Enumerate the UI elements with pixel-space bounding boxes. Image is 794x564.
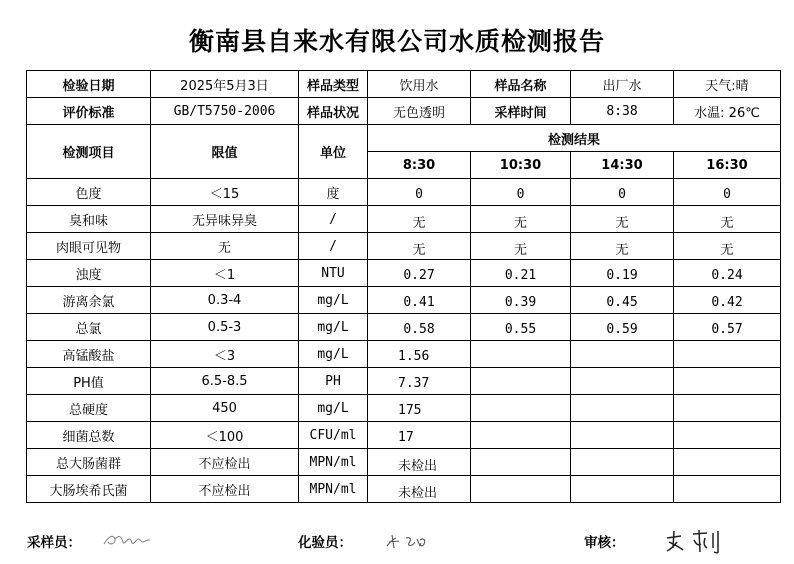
row-limit: 不应检出 (151, 476, 299, 503)
sample-status-value: 无色透明 (368, 98, 471, 125)
row-value-2: 无 (571, 233, 674, 260)
sample-name-label: 样品名称 (471, 71, 571, 98)
sample-name-value: 出厂水 (571, 71, 674, 98)
header-row-1 (27, 125, 781, 152)
row-value-1: 无 (471, 206, 571, 233)
row-unit: MPN/ml (299, 476, 368, 503)
date-value: 2025年5月3日 (151, 71, 299, 98)
reviewer-label: 审核： (584, 535, 625, 551)
row-value-1 (471, 449, 571, 476)
row-item: 色度 (27, 179, 151, 206)
row-value-0: 175 (368, 395, 471, 422)
table-row (27, 395, 781, 422)
info-row-2 (27, 98, 781, 125)
row-value-2 (571, 368, 674, 395)
table-row (27, 476, 781, 503)
row-item: 肉眼可见物 (27, 233, 151, 260)
sampler-block (27, 527, 153, 555)
table-row (27, 287, 781, 314)
row-value-2: 无 (571, 206, 674, 233)
row-value-1 (471, 341, 571, 368)
row-unit: NTU (299, 260, 368, 287)
row-limit: ＜3 (151, 341, 299, 368)
row-value-2: 0 (571, 179, 674, 206)
sample-status-label: 样品状况 (299, 98, 368, 125)
row-item: 总氯 (27, 314, 151, 341)
table-row (27, 368, 781, 395)
row-limit: 无 (151, 233, 299, 260)
row-value-2 (571, 449, 674, 476)
header-limit: 限值 (151, 125, 299, 179)
sampler-label: 采样员： (27, 535, 81, 551)
table-row (27, 341, 781, 368)
table-row (27, 260, 781, 287)
row-value-3 (674, 341, 781, 368)
row-value-1: 无 (471, 233, 571, 260)
row-value-3 (674, 368, 781, 395)
weather: 天气:晴 (674, 71, 781, 98)
row-value-0: 17 (368, 422, 471, 449)
row-value-2: 0.19 (571, 260, 674, 287)
row-limit: 450 (151, 395, 299, 422)
row-value-2: 0.45 (571, 287, 674, 314)
row-item: 游离余氯 (27, 287, 151, 314)
sample-type-label: 样品类型 (299, 71, 368, 98)
row-limit: ＜1 (151, 260, 299, 287)
row-item: 浊度 (27, 260, 151, 287)
row-item: 总硬度 (27, 395, 151, 422)
tester-block (298, 527, 430, 555)
row-value-3: 0 (674, 179, 781, 206)
row-value-0: 7.37 (368, 368, 471, 395)
row-unit: mg/L (299, 314, 368, 341)
row-item: 高锰酸盐 (27, 341, 151, 368)
row-value-3: 0.24 (674, 260, 781, 287)
row-value-2 (571, 422, 674, 449)
row-value-1: 0.39 (471, 287, 571, 314)
info-row-1 (27, 71, 781, 98)
row-value-0: 0.58 (368, 314, 471, 341)
row-value-0: 无 (368, 233, 471, 260)
header-time-1: 10:30 (471, 152, 571, 179)
data-body (27, 179, 781, 503)
row-item: PH值 (27, 368, 151, 395)
row-item: 总大肠菌群 (27, 449, 151, 476)
row-unit: MPN/ml (299, 449, 368, 476)
row-limit: 0.3-4 (151, 287, 299, 314)
row-unit: mg/L (299, 287, 368, 314)
row-value-1: 0.21 (471, 260, 571, 287)
row-unit: 度 (299, 179, 368, 206)
header-time-3: 16:30 (674, 152, 781, 179)
report-title: 衡南县自来水有限公司水质检测报告 (188, 27, 605, 56)
table-row (27, 206, 781, 233)
water-temp: 水温: 26℃ (674, 98, 781, 125)
row-value-1 (471, 422, 571, 449)
row-value-1 (471, 476, 571, 503)
standard-label: 评价标准 (27, 98, 151, 125)
row-item: 细菌总数 (27, 422, 151, 449)
row-limit: 不应检出 (151, 449, 299, 476)
sample-type-value: 饮用水 (368, 71, 471, 98)
row-value-0: 0.27 (368, 260, 471, 287)
table-row (27, 233, 781, 260)
row-limit: ＜100 (151, 422, 299, 449)
row-value-1 (471, 368, 571, 395)
standard-value: GB/T5750-2006 (151, 98, 299, 125)
row-value-0: 0 (368, 179, 471, 206)
header-results: 检测结果 (368, 125, 781, 152)
row-limit: 0.5-3 (151, 314, 299, 341)
header-item: 检测项目 (27, 125, 151, 179)
row-value-2 (571, 476, 674, 503)
row-limit: ＜15 (151, 179, 299, 206)
reviewer-block (584, 527, 725, 555)
row-value-0: 无 (368, 206, 471, 233)
row-value-3 (674, 449, 781, 476)
table-row (27, 179, 781, 206)
row-item: 臭和味 (27, 206, 151, 233)
row-value-3: 无 (674, 233, 781, 260)
sampler-signature (101, 530, 153, 552)
row-value-2: 0.59 (571, 314, 674, 341)
row-value-1 (471, 395, 571, 422)
sampling-time-value: 8:38 (571, 98, 674, 125)
header-time-2: 14:30 (571, 152, 674, 179)
tester-label: 化验员： (298, 535, 352, 551)
row-value-3: 0.57 (674, 314, 781, 341)
row-value-1: 0.55 (471, 314, 571, 341)
row-item: 大肠埃希氏菌 (27, 476, 151, 503)
row-unit: PH (299, 368, 368, 395)
row-unit: mg/L (299, 395, 368, 422)
table-row (27, 422, 781, 449)
header-unit: 单位 (299, 125, 368, 179)
row-value-3 (674, 422, 781, 449)
tester-signature (384, 530, 430, 552)
reviewer-signature (663, 528, 725, 554)
row-unit: mg/L (299, 341, 368, 368)
row-value-3: 0.42 (674, 287, 781, 314)
header-time-0: 8:30 (368, 152, 471, 179)
row-value-2 (571, 395, 674, 422)
row-value-3 (674, 395, 781, 422)
sampling-time-label: 采样时间 (471, 98, 571, 125)
row-value-0: 1.56 (368, 341, 471, 368)
row-value-1: 0 (471, 179, 571, 206)
row-value-2 (571, 341, 674, 368)
row-value-3: 无 (674, 206, 781, 233)
row-value-0: 未检出 (368, 449, 471, 476)
row-limit: 无异味异臭 (151, 206, 299, 233)
row-unit: CFU/ml (299, 422, 368, 449)
row-value-0: 0.41 (368, 287, 471, 314)
row-unit: / (299, 233, 368, 260)
row-value-0: 未检出 (368, 476, 471, 503)
table-row (27, 314, 781, 341)
row-unit: / (299, 206, 368, 233)
date-label: 检验日期 (27, 71, 151, 98)
row-value-3 (674, 476, 781, 503)
table-row (27, 449, 781, 476)
row-limit: 6.5-8.5 (151, 368, 299, 395)
report-table (26, 70, 781, 503)
